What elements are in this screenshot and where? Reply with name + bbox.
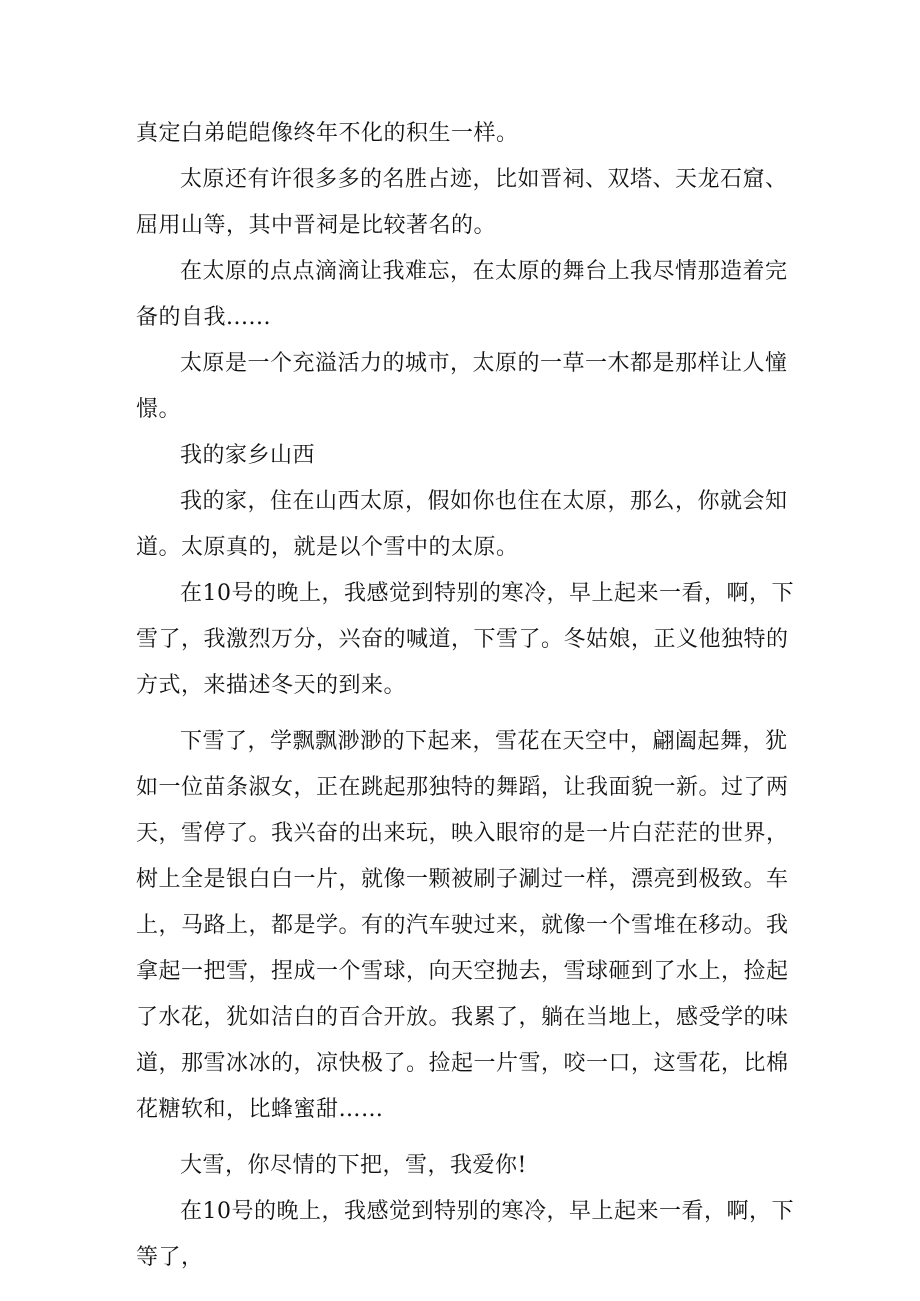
section-heading: 我的家乡山西: [180, 443, 316, 468]
paragraph-4: 太原是一个充溢活力的城市，太原的一草一木都是那样让人憧憬。: [136, 351, 788, 422]
paragraph-2: 太原还有许很多多的名胜占迹，比如晋祠、双塔、天龙石窟、屈用山等，其中晋祠是比较著名的。: [136, 167, 788, 238]
paragraph-3: 在太原的点点滴滴让我难忘，在太原的舞台上我尽情那造着完备的自我......: [136, 259, 788, 330]
paragraph-1: 真定白弟皑皑像终年不化的积生一样。: [136, 121, 519, 146]
paragraph-7: 下雪了，学飘飘渺渺的下起来，雪花在天空中，翩阖起舞，犹如一位苗条淑女，正在跳起那独特的舞蹈，让我面貌一新。过了两天，雪停了。我兴奋的出来玩，映入眼帘的是一片白茫茫的世界，树上全是银白白一片，就像一颗被刷子涮过一样，漂亮到极致。车上，马路上，都是学。有的汽车驶过来，就像一个雪堆在移动。我拿起一把雪，捏成一个雪球，向天空抛去，雪球砸到了水上，捡起了水花，犹如洁白的百合开放。我累了，躺在当地上，感受学的味道，那雪冰冰的，凉快极了。捡起一片雪，咬一口，这雪花，比棉花糖软和，比蜂蜜甜……: [136, 729, 789, 1122]
document-body: [136, 111, 796, 1281]
paragraph-8: 大雪，你尽情的下把，雪，我爱你!: [180, 1153, 527, 1178]
paragraph-6: 在10号的晚上，我感觉到特别的寒冷，早上起来一看，啊，下雪了，我激烈万分，兴奋的喊道，下雪了。冬姑娘，正义他独特的方式，来描述冬天的到来。: [136, 581, 794, 698]
paragraph-9: 在10号的晚上，我感觉到特别的寒冷，早上起来一看，啊，下等了，: [136, 1199, 794, 1270]
paragraph-5: 我的家，住在山西太原，假如你也住在太原，那么，你就会知道。太原真的，就是以个雪中的太原。: [136, 489, 788, 560]
